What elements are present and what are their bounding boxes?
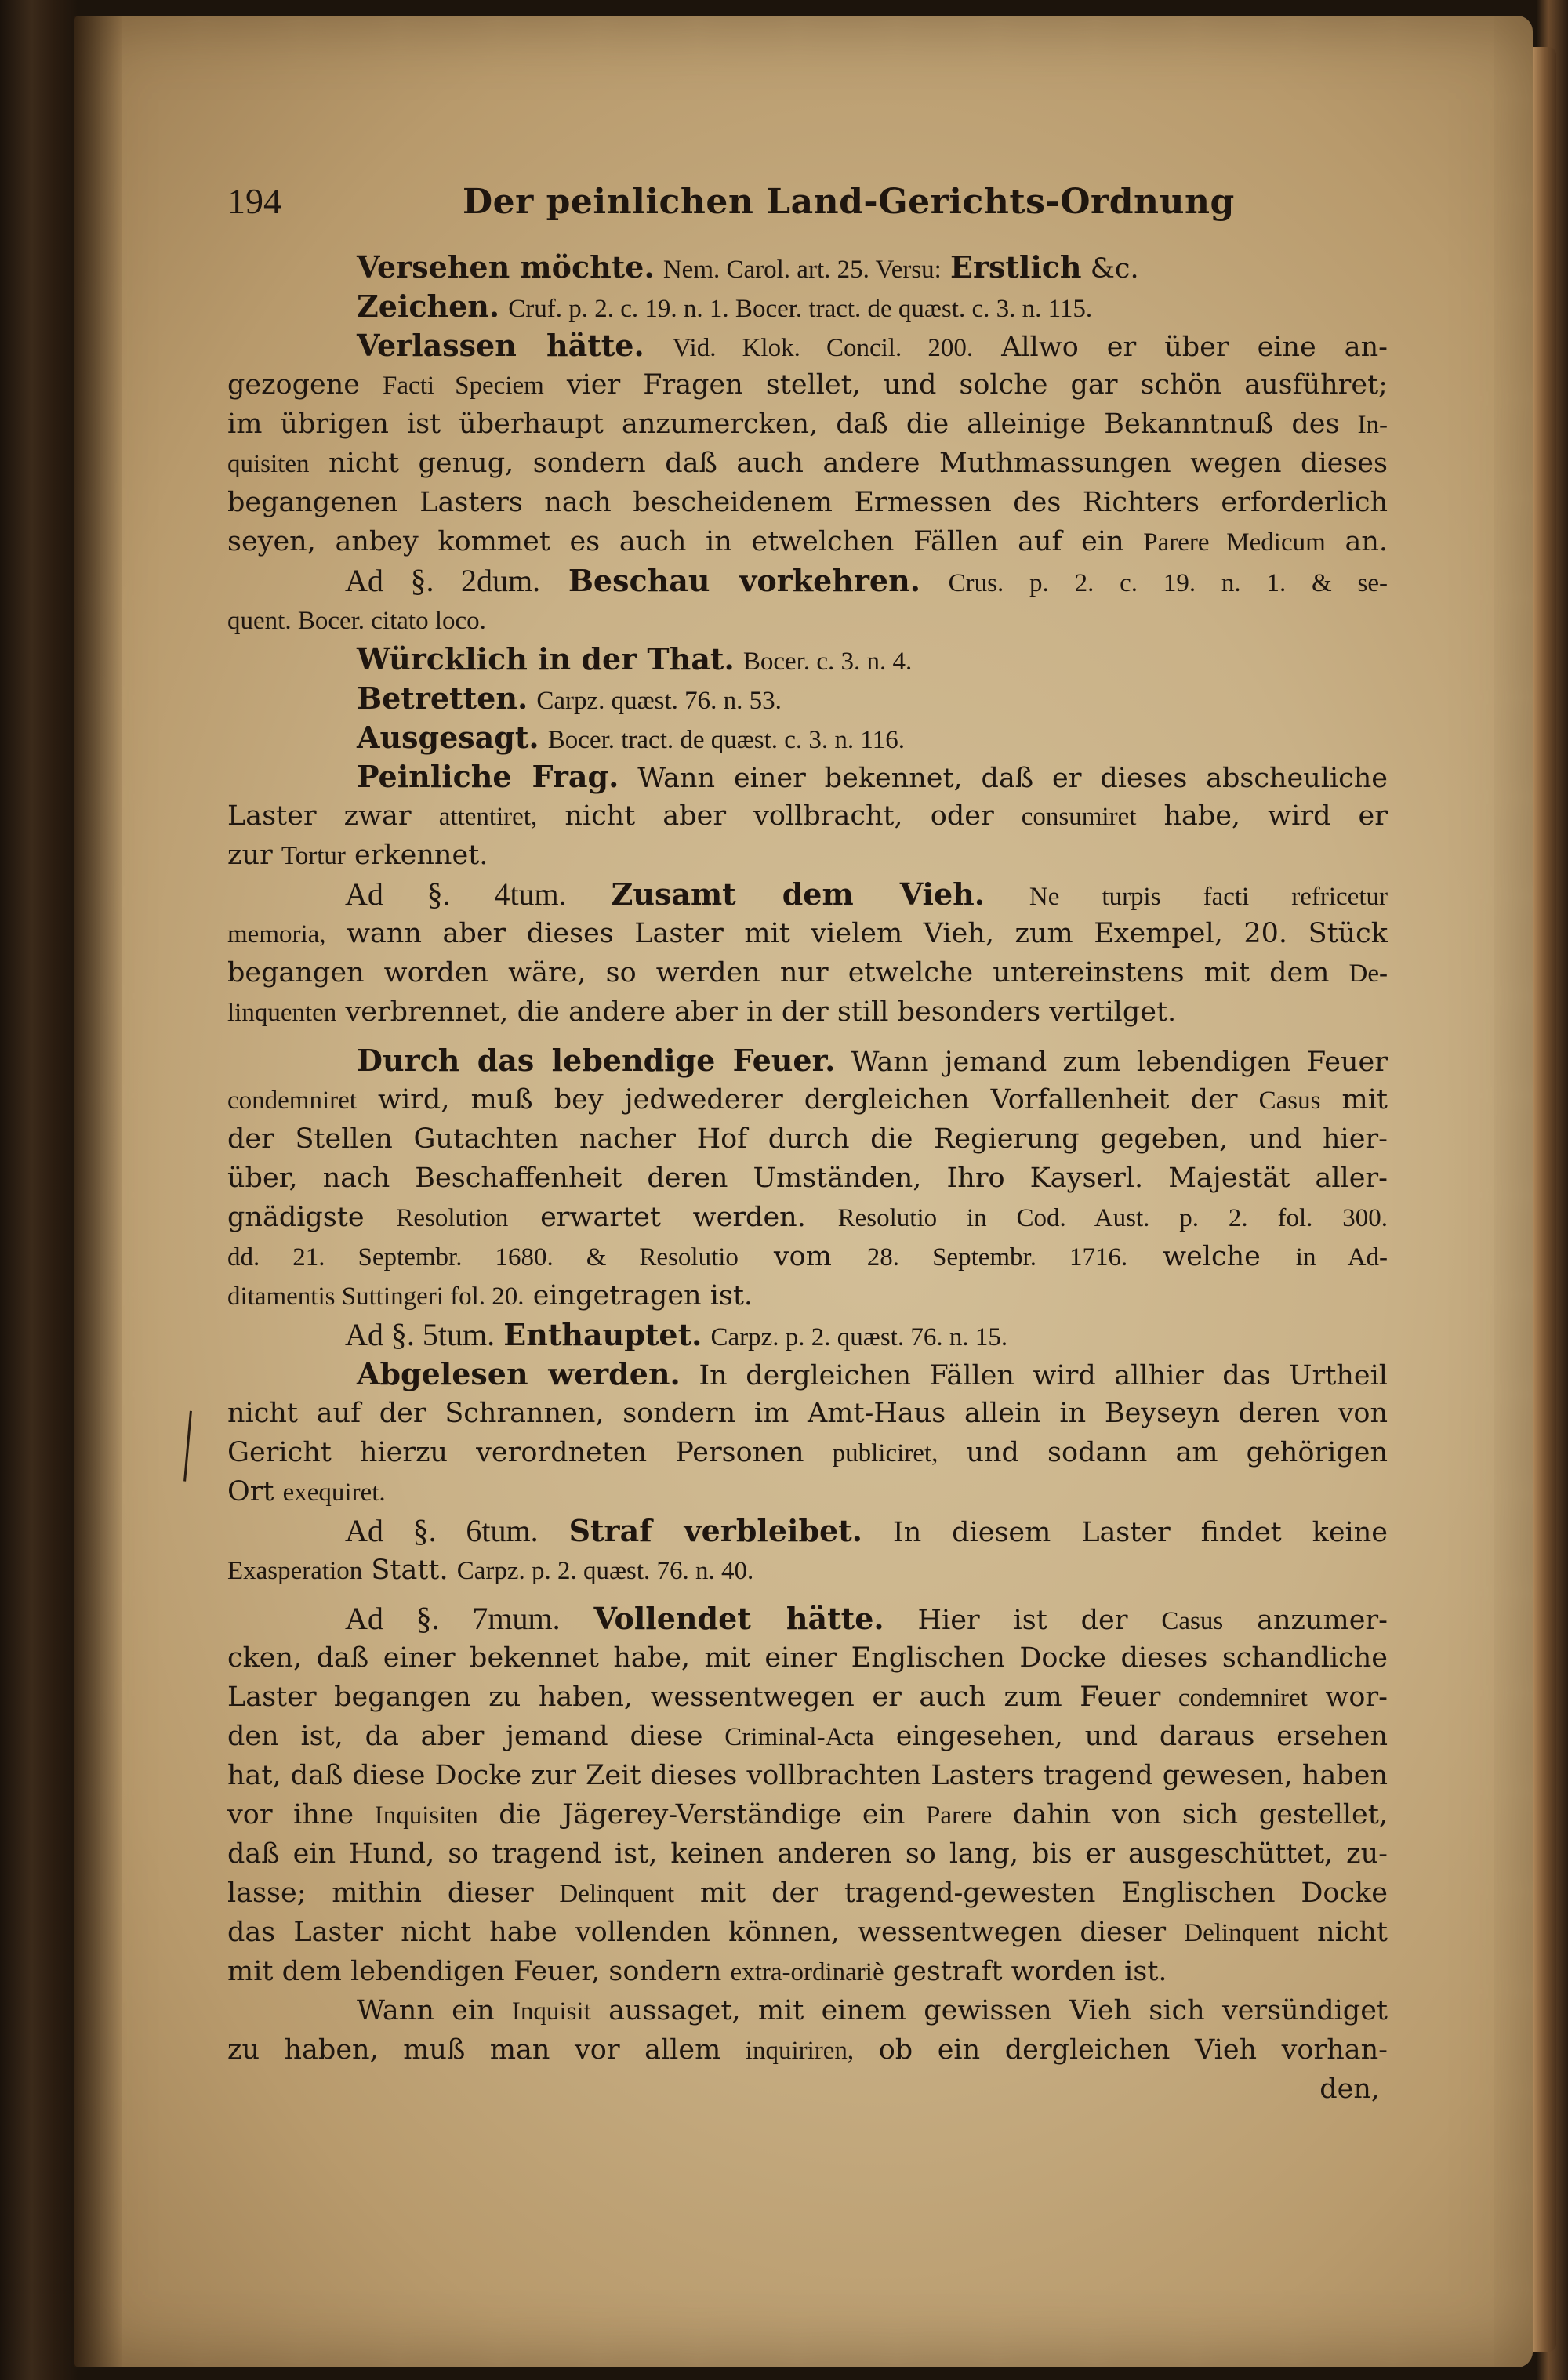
text-line: Abgelesen werden. In dergleichen Fällen wird allhier das Urtheil — [357, 1356, 1388, 1391]
text-line: der Stellen Gutachten nacher Hof durch die Regierung gegeben, und hier- — [227, 1123, 1388, 1155]
text-line: Laster begangen zu haben, wessentwegen er auch zum Feuer condemniret wor- — [227, 1682, 1388, 1713]
text-line: Gericht hierzu verordneten Personen publiciret, und sodann am gehörigen — [227, 1437, 1388, 1468]
text-line: Ad §. 7mum. Vollendet hätte. Hier ist der Casus anzumer- — [345, 1601, 1388, 1636]
text-line: Durch das lebendige Feuer. Wann jemand zum lebendigen Feuer — [357, 1043, 1388, 1078]
page-header — [227, 180, 1388, 237]
text-line: ditamentis Suttingeri fol. 20. eingetragen ist. — [227, 1280, 753, 1312]
text-line: daß ein Hund, so tragend ist, keinen anderen so lang, bis er ausgeschüttet, zu- — [227, 1838, 1388, 1870]
text-line: das Laster nicht habe vollenden können, wessentwegen dieser Delinquent nicht — [227, 1917, 1388, 1948]
text-line: seyen, anbey kommet es auch in etwelchen Fällen auf ein Parere Medicum an. — [227, 526, 1388, 557]
text-line: Wann ein Inquisit aussaget, mit einem gewissen Vieh sich versündiget — [357, 1995, 1388, 2026]
text-line: zu haben, muß man vor allem inquiriren, ob ein dergleichen Vieh vorhan- — [227, 2034, 1388, 2066]
text-line: Versehen möchte. Nem. Carol. art. 25. Versu: Erstlich &c. — [357, 249, 1139, 285]
text-line: condemniret wird, muß bey jedwederer dergleichen Vorfallenheit der Casus mit — [227, 1084, 1388, 1116]
text-line: gezogene Facti Speciem vier Fragen stellet, und solche gar schön ausführet; — [227, 369, 1388, 401]
text-block — [227, 180, 1388, 2109]
text-line: Peinliche Frag. Wann einer bekennet, daß er dieses abscheuliche — [357, 759, 1388, 794]
book-gutter-shadow — [74, 16, 122, 2367]
text-line: quent. Bocer. citato loco. — [227, 607, 486, 635]
text-line: Betretten. Carpz. quæst. 76. n. 53. — [357, 680, 782, 716]
page-number: 194 — [227, 181, 281, 221]
catchword: den, — [1319, 2073, 1380, 2105]
text-line: linquenten verbrennet, die andere aber in der still besonders vertilget. — [227, 996, 1177, 1028]
text-line: hat, daß diese Docke zur Zeit dieses vollbrachten Lasters tragend gewesen, haben — [227, 1760, 1388, 1791]
text-line: Laster zwar attentiret, nicht aber vollbracht, oder consumiret habe, wird er — [227, 800, 1388, 832]
text-line: Verlassen hätte. Vid. Klok. Concil. 200. Allwo er über eine an- — [357, 328, 1388, 363]
text-line: zur Tortur erkennet. — [227, 840, 488, 871]
text-line: über, nach Beschaffenheit deren Umständen, Ihro Kayserl. Majestät aller- — [227, 1163, 1388, 1194]
text-line: im übrigen ist überhaupt anzumercken, daß die alleinige Bekanntnuß des In- — [227, 408, 1388, 440]
text-line: dd. 21. Septembr. 1680. & Resolutio vom 28. Septembr. 1716. welche in Ad- — [227, 1241, 1388, 1272]
text-line: Zeichen. Cruf. p. 2. c. 19. n. 1. Bocer. tract. de quæst. c. 3. n. 115. — [357, 288, 1093, 324]
text-line: den ist, da aber jemand diese Criminal-Acta eingesehen, und daraus ersehen — [227, 1721, 1388, 1752]
text-line: Ad §. 4tum. Zusamt dem Vieh. Ne turpis facti refricetur — [345, 876, 1388, 912]
text-line: vor ihne Inquisiten die Jägerey-Verständige ein Parere dahin von sich gestellet, — [227, 1799, 1388, 1830]
text-line: Ad §. 2dum. Beschau vorkehren. Crus. p. 2. c. 19. n. 1. & se- — [345, 563, 1388, 598]
text-line: Exasperation Statt. Carpz. p. 2. quæst. 76. n. 40. — [227, 1555, 754, 1586]
text-line: lasse; mithin dieser Delinquent mit der tragend-gewesten Englischen Docke — [227, 1878, 1388, 1909]
text-line: begangenen Lasters nach bescheidenem Ermessen des Richters erforderlich — [227, 487, 1388, 518]
page-edge — [1533, 47, 1556, 2352]
text-line: Würcklich in der That. Bocer. c. 3. n. 4. — [357, 641, 913, 677]
running-head: Der peinlichen Land-Gerichts-Ordnung — [463, 182, 1235, 222]
text-line: memoria, wann aber dieses Laster mit vielem Vieh, zum Exempel, 20. Stück — [227, 918, 1388, 949]
text-line: mit dem lebendigen Feuer, sondern extra-ordinariè gestraft worden ist. — [227, 1956, 1167, 1987]
text-line: Ort exequiret. — [227, 1476, 386, 1507]
text-line: nicht auf der Schrannen, sondern im Amt-Haus allein in Beyseyn deren von — [227, 1398, 1388, 1429]
text-line: Ad §. 5tum. Enthauptet. Carpz. p. 2. quæst. 76. n. 15. — [345, 1317, 1008, 1352]
text-line: Ad §. 6tum. Straf verbleibet. In diesem Laster findet keine — [345, 1513, 1388, 1548]
text-line: Ausgesagt. Bocer. tract. de quæst. c. 3. n. 116. — [357, 720, 905, 755]
text-line: cken, daß einer bekennet habe, mit einer Englischen Docke dieses schandliche — [227, 1642, 1388, 1674]
text-line: gnädigste Resolution erwartet werden. Resolutio in Cod. Aust. p. 2. fol. 300. — [227, 1202, 1388, 1233]
text-line: begangen worden wäre, so werden nur etwelche untereinstens mit dem De- — [227, 957, 1388, 989]
text-line: quisiten nicht genug, sondern daß auch andere Muthmassungen wegen dieses — [227, 448, 1388, 479]
